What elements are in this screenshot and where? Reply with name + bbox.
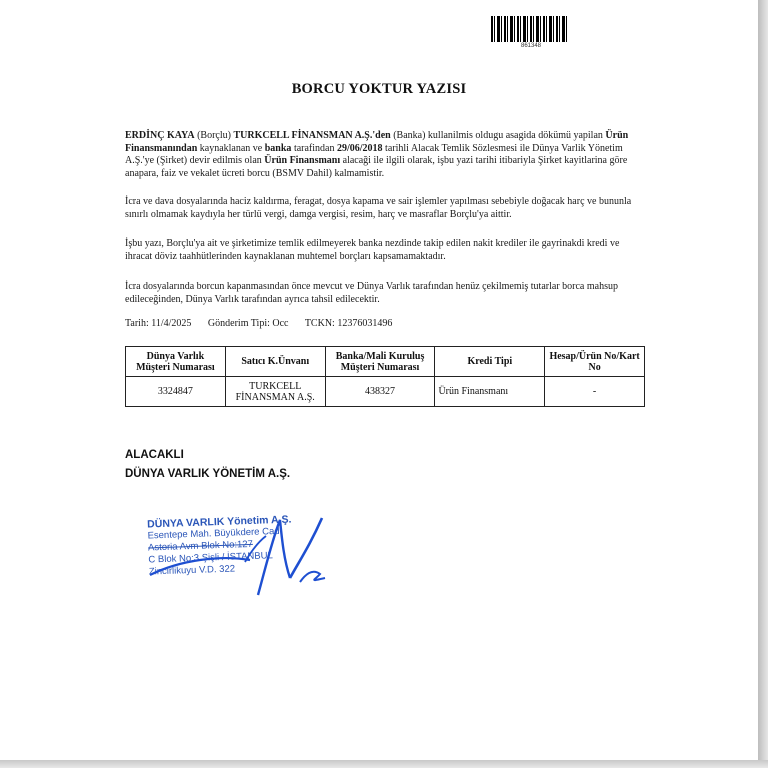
creditor-name: DÜNYA VARLIK YÖNETİM A.Ş. bbox=[125, 468, 291, 480]
table-header: Satıcı K.Ünvanı bbox=[225, 347, 325, 377]
document-date: Tarih: 11/4/2025 bbox=[125, 318, 192, 329]
photo-edge-bottom bbox=[0, 760, 768, 768]
table-row bbox=[126, 377, 645, 407]
paragraph-fees: İcra ve dava dosyalarında haciz kaldırma, feragat, dosya kapama ve sair işlemler yapılması sebebiyle doğacak harç ve bununla sınırlı olmamak kaydıyla her türlü vergi, damga vergisi, resim, harç ve masraflar Borçlu'ya aittir. bbox=[125, 196, 632, 220]
table-cell: - bbox=[545, 377, 645, 407]
table-header: Dünya Varlık Müşteri Numarası bbox=[126, 347, 226, 377]
table-cell: 3324847 bbox=[126, 377, 226, 407]
paragraph-scope: İşbu yazı, Borçlu'ya ait ve şirketimize temlik edilmeyerek banka nezdinde takip edilen nakit krediler ile gayrinakdi kredi ve ihracat döviz taahhütlerinden kaynaklanan muhtemel borçları kapsamamaktadır. bbox=[125, 238, 620, 262]
photo-edge-right bbox=[758, 0, 768, 768]
signature bbox=[140, 500, 340, 600]
contract-date: 29/06/2018 bbox=[336, 142, 383, 154]
paragraph-debt-status: ERDİNÇ KAYA (Borçlu) TURKCELL FİNANSMAN A.Ş.'den (Banka) kullanilmis oldugu asagida dökümü yapilan Ürün Finansmanından kaynaklanan ve banka tarafindan 29/06/2018 tarihli Alacak Temlik Sözlesmesi ile Dünya Varlik Yönetim A.Ş.'ye (Şirket) devir edilmis olan Ürün Finansmanı alacaği ile ilgili olarak, işbu yazi tarihi itibariyla Şirket kayitlarina göre anapara, faiz ve vekalet ücreti borcu (BSMV Dahil) kalmamistir. bbox=[125, 130, 629, 179]
document-title: BORCU YOKTUR YAZISI bbox=[291, 81, 467, 97]
document-info-line bbox=[125, 318, 406, 329]
bank-name: TURKCELL FİNANSMAN A.Ş.'den bbox=[233, 130, 391, 141]
product-name: Ürün Finansmanından bbox=[125, 130, 629, 154]
send-type: Gönderim Tipi: Occ bbox=[207, 318, 289, 329]
stamp-line: Astoria Avm Blok No:127 bbox=[147, 538, 254, 554]
creditor-label: ALACAKLI bbox=[125, 449, 184, 461]
table-cell: Ürün Finansmanı bbox=[435, 377, 545, 407]
table-cell: 438327 bbox=[325, 377, 435, 407]
stamp-line: DÜNYA VARLIK Yönetim A.Ş. bbox=[146, 513, 292, 531]
table-header: Hesap/Ürün No/Kart No bbox=[545, 347, 645, 377]
table-header: Banka/Mali Kuruluş Müşteri Numarası bbox=[325, 347, 435, 377]
table-header-row bbox=[126, 347, 645, 377]
debtor-name: ERDİNÇ KAYA bbox=[125, 130, 195, 141]
tckn: TCKN: 12376031496 bbox=[304, 318, 393, 329]
table-cell: TURKCELL FİNANSMAN A.Ş. bbox=[225, 377, 325, 407]
table-header: Kredi Tipi bbox=[435, 347, 545, 377]
stamp-line: C Blok No:3 Şişli / İSTANBUL bbox=[148, 550, 273, 566]
barcode bbox=[491, 16, 569, 42]
debt-table bbox=[125, 346, 645, 407]
barcode-number: 861348 bbox=[521, 43, 542, 49]
paragraph-enforcement: İcra dosyalarında borcun kapanmasından önce mevcut ve Dünya Varlık tarafından henüz çekilmemiş tutarlar borca mahsup edileceğinden, Dünya Varlık tarafından ayrıca tahsil edilecektir. bbox=[125, 281, 618, 305]
stamp-line: Zincirlikuyu V.D. 322 bbox=[148, 563, 236, 578]
stamp-line: Esentepe Mah. Büyükdere Cad. bbox=[147, 525, 283, 542]
